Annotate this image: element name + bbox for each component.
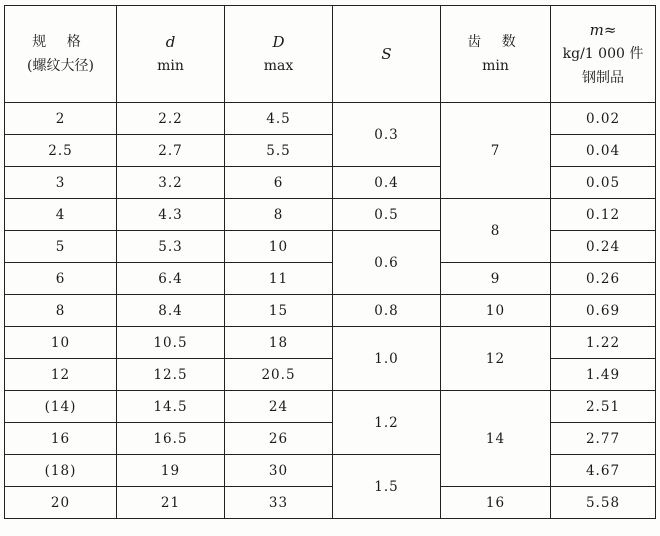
D-cell: 6 <box>225 167 333 199</box>
header-d <box>117 6 225 103</box>
s-cell: 0.5 <box>333 199 441 231</box>
table-row <box>5 199 656 231</box>
teeth-cell: 16 <box>441 487 551 519</box>
s-cell: 0.4 <box>333 167 441 199</box>
table-row <box>5 103 656 135</box>
mass-cell: 0.12 <box>551 199 656 231</box>
D-cell: 30 <box>225 455 333 487</box>
mass-cell: 0.26 <box>551 263 656 295</box>
s-cell: 0.6 <box>333 231 441 295</box>
teeth-cell: 14 <box>441 391 551 487</box>
d-cell: 21 <box>117 487 225 519</box>
spec-cell: 16 <box>5 423 117 455</box>
spec-cell: (18) <box>5 455 117 487</box>
mass-cell: 0.02 <box>551 103 656 135</box>
header-spec <box>5 6 117 103</box>
header-d-symbol: d <box>165 33 176 51</box>
teeth-cell: 12 <box>441 327 551 391</box>
d-cell: 8.4 <box>117 295 225 327</box>
D-cell: 11 <box>225 263 333 295</box>
table-row <box>5 327 656 359</box>
D-cell: 24 <box>225 391 333 423</box>
table-row <box>5 135 656 167</box>
spec-cell: 2.5 <box>5 135 117 167</box>
teeth-cell: 7 <box>441 103 551 199</box>
table-row <box>5 263 656 295</box>
s-cell: 0.8 <box>333 295 441 327</box>
D-cell: 8 <box>225 199 333 231</box>
header-teeth-sub: min <box>482 58 509 74</box>
header-mass-material: 钢制品 <box>582 70 624 86</box>
header-spec-title: 规 格 <box>32 34 89 50</box>
d-cell: 2.2 <box>117 103 225 135</box>
s-cell: 1.2 <box>333 391 441 455</box>
header-row <box>5 6 656 103</box>
mass-cell: 0.05 <box>551 167 656 199</box>
header-S-symbol: S <box>381 45 392 63</box>
header-teeth <box>441 6 551 103</box>
mass-cell: 0.24 <box>551 231 656 263</box>
D-cell: 15 <box>225 295 333 327</box>
D-cell: 5.5 <box>225 135 333 167</box>
d-cell: 12.5 <box>117 359 225 391</box>
mass-cell: 2.77 <box>551 423 656 455</box>
table-row <box>5 295 656 327</box>
spec-cell: 4 <box>5 199 117 231</box>
header-teeth-title: 齿 数 <box>467 34 524 50</box>
header-D <box>225 6 333 103</box>
spec-cell: 8 <box>5 295 117 327</box>
d-cell: 14.5 <box>117 391 225 423</box>
table-row <box>5 359 656 391</box>
teeth-cell: 9 <box>441 263 551 295</box>
s-cell: 1.0 <box>333 327 441 391</box>
d-cell: 16.5 <box>117 423 225 455</box>
D-cell: 4.5 <box>225 103 333 135</box>
table-row <box>5 455 656 487</box>
D-cell: 10 <box>225 231 333 263</box>
table-row <box>5 423 656 455</box>
header-mass <box>551 6 656 103</box>
teeth-cell: 8 <box>441 199 551 263</box>
header-D-sub: max <box>263 58 294 74</box>
spec-cell: 5 <box>5 231 117 263</box>
d-cell: 3.2 <box>117 167 225 199</box>
spec-cell: 20 <box>5 487 117 519</box>
teeth-cell: 10 <box>441 295 551 327</box>
mass-cell: 0.04 <box>551 135 656 167</box>
table-row <box>5 231 656 263</box>
spec-cell: 6 <box>5 263 117 295</box>
d-cell: 5.3 <box>117 231 225 263</box>
mass-cell: 4.67 <box>551 455 656 487</box>
D-cell: 26 <box>225 423 333 455</box>
D-cell: 33 <box>225 487 333 519</box>
d-cell: 2.7 <box>117 135 225 167</box>
mass-cell: 2.51 <box>551 391 656 423</box>
table-row <box>5 487 656 519</box>
spec-cell: 3 <box>5 167 117 199</box>
table-row <box>5 167 656 199</box>
mass-cell: 5.58 <box>551 487 656 519</box>
s-cell: 1.5 <box>333 455 441 519</box>
spec-cell: 2 <box>5 103 117 135</box>
mass-cell: 1.49 <box>551 359 656 391</box>
spec-cell: (14) <box>5 391 117 423</box>
mass-cell: 0.69 <box>551 295 656 327</box>
s-cell: 0.3 <box>333 103 441 167</box>
header-mass-symbol: m≈ <box>589 21 617 39</box>
D-cell: 18 <box>225 327 333 359</box>
d-cell: 19 <box>117 455 225 487</box>
spec-cell: 10 <box>5 327 117 359</box>
mass-cell: 1.22 <box>551 327 656 359</box>
table-row <box>5 391 656 423</box>
d-cell: 4.3 <box>117 199 225 231</box>
washer-spec-table <box>4 5 656 519</box>
header-mass-unit: kg/1 000 件 <box>562 46 644 62</box>
spec-cell: 12 <box>5 359 117 391</box>
header-S <box>333 6 441 103</box>
d-cell: 6.4 <box>117 263 225 295</box>
header-d-sub: min <box>157 58 184 74</box>
header-D-symbol: D <box>272 33 285 51</box>
D-cell: 20.5 <box>225 359 333 391</box>
header-spec-subtitle: (螺纹大径) <box>27 58 94 74</box>
d-cell: 10.5 <box>117 327 225 359</box>
